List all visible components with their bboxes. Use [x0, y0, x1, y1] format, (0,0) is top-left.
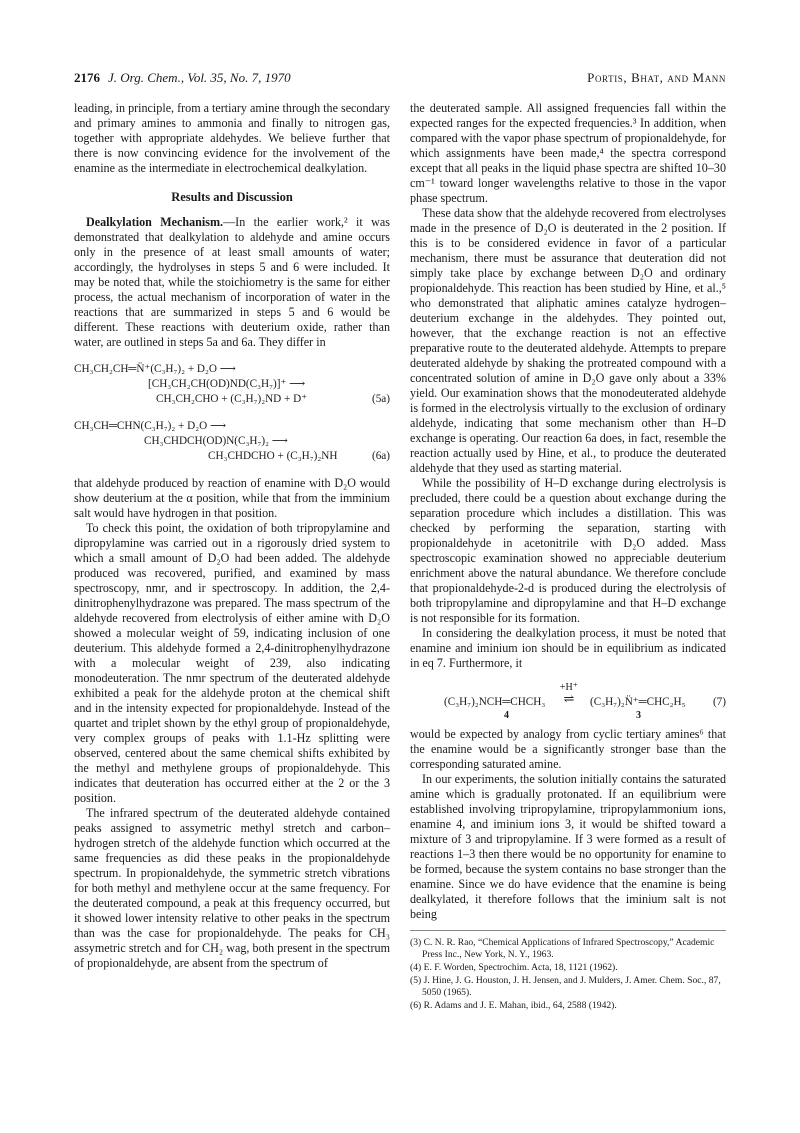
equation-number: (5a) [371, 393, 390, 405]
paragraph: the deuterated sample. All assigned frequencies fall within the expected ranges for the expected frequencies.³ In addition, when compared with the vapor phase spectrum of propionaldehyde, for which assignments have been made,⁴ the spectra correspond except that all peaks in the liquid phase spectra are shifted 10–30 cm⁻¹ toward longer wavelengths relative to those in the vapor phase spectrum. [410, 101, 727, 205]
right-column [410, 101, 726, 1013]
paragraph: would be expected by analogy from cyclic tertiary amines⁶ that the enamine would be a significantly stronger base than the corresponding saturated amine. [410, 727, 726, 771]
reference-item: (3) C. N. R. Rao, “Chemical Applications of Infrared Spectroscopy,” Academic Press Inc., New York, N. Y., 1963. [410, 937, 715, 960]
references [410, 930, 726, 1012]
paragraph-text: —In the earlier work,² it was demonstrated that dealkylation to aldehyde and amine occurs only in the presence of at least small amounts of water; accordingly, the hydrolyses in steps 5 and 6 were included. It may be noted that, while the stoichiometry is the same for either process, the actual mechanism of incorporation of water in the reactions that are summarized in steps 5 and 6 would be different. These reactions with deuterium oxide, rather than water, are outlined in steps 5a and 6a. They differ in [74, 215, 390, 349]
equation-line [74, 392, 390, 407]
paragraph [74, 215, 390, 350]
equation-text: CH₃CH₂CHO + (C₃H₇)₂ND + D⁺ [156, 393, 308, 405]
equilibrium-arrow [553, 683, 585, 705]
paragraph: In our experiments, the solution initially contains the saturated amine which is gradually protonated. If an equilibrium were established involving tripropylamine, tripropylammonium ions, enamine 4, and iminium ions 3, it would be shifted toward a mixture of 3 and tripropylamine. If 3 were formed as a result of reactions 1–3 then there would be no opportunity for enamine to be formed, because the system contains no base stronger than the enamine. Since we do have evidence that the enamine is being dealkylated, it therefore follows that the iminium salt is not being [410, 772, 726, 921]
compound-number: 4 [504, 710, 509, 721]
equation-line: [CH₃CH₂CH(OD)ND(C₃H₇)]⁺ ⟶ [148, 378, 306, 390]
run-in-heading: Dealkylation Mechanism. [86, 215, 224, 229]
journal-citation: J. Org. Chem., Vol. 35, No. 7, 1970 [108, 70, 291, 85]
header-left [74, 70, 291, 86]
compound-number: 3 [636, 710, 641, 721]
equation-7 [410, 681, 726, 719]
arrow-condition: +H⁺ [559, 682, 579, 693]
section-title: Results and Discussion [171, 190, 293, 204]
paragraph: While the possibility of H–D exchange during electrolysis is precluded, there could be a question about exchange during the separation procedure which includes a distillation. This was checked by performing the separation, starting with propionaldehyde in acetonitrile with D₂O added. Mass spectroscopic examination showed no appreciable deuterium enrichment above the natural abundance. We therefore conclude that propionaldehyde-2-d is produced during the electrolysis of both tripropylamine and dipropylamine and that H–D exchange is not responsible for its formation. [410, 476, 726, 625]
paragraph: that aldehyde produced by reaction of enamine with D₂O would show deuterium at the α position, while that from the imminium salt would have hydrogen in that position. [74, 476, 390, 520]
paragraph: To check this point, the oxidation of both tripropylamine and dipropylamine was carried out in a rigorously dried system to which a small amount of D₂O had been added. The aldehyde produced was recovered, purified, and examined by mass spectroscopy, nmr, and ir spectroscopy. In addition, the 2,4-dinitrophenylhydrazone was prepared. The mass spectrum of the aldehyde recovered from electrolysis of either amine with D₂O showed a molecular weight of 59, indicating inclusion of one deuterium. This aldehyde formed a 2,4-dinitrophenylhydrazone with a molecular weight of 239, also indicating monodeuteration. The nmr spectrum of the deuterated aldehyde exhibited a peak for the aldehyde proton at the chemical shift and in the intensity expected for propionaldehyde. Instead of the quartet and triplet shown by the ethyl group of propionaldehyde, very complex groups of peaks with 1.1-Hz splitting were observed, centered about the same chemical shifts exhibited by the methyl and methylene groups of propionaldehyde. This indicates that deuteration has occurred either at the 2 or the 3 position. [74, 521, 390, 805]
running-authors: Portis, Bhat, and Mann [587, 70, 726, 85]
page-header [74, 70, 726, 86]
equation-6a [74, 419, 390, 464]
equation-line: CH₃CH═CHN(C₃H₇)₂ + D₂O ⟶ [74, 420, 227, 432]
paragraph: The infrared spectrum of the deuterated aldehyde contained peaks assigned to assymetric methyl stretch and carbon–hydrogen stretch of the aldehyde function which occurred at the same frequencies as did these peaks in the propionaldehyde spectrum. In propionaldehyde, the symmetric stretch vibrations for both methyl and methylene occur at the same frequency. For the deuterated compound, a peak at this frequency occurred, but it showed lower intensity relative to other peaks in the spectrum than was the case for propionaldehyde. The peaks for CH₃ assymetric stretch and for CH₂ wag, both present in the spectrum of propionaldehyde, are absent from the spectrum of [74, 806, 390, 970]
paragraph: These data show that the aldehyde recovered from electrolyses made in the presence of D₂O is deuterated in the 2 position. If this is to be considered evidence in favor of a particular mechanism, there must be assurance that deuteration did not simply take place by exchange between D₂O and ordinary propionaldehyde. This reaction has been studied by Hine, et al.,⁵ who demonstrated that aliphatic amines catalyze hydrogen–deuterium exchange in the aldehydes. They pointed out, however, that the exchange reaction is not an effective preparative route to the deuterated aldehyde. Attempts to prepare deuterated aldehyde by shaking the protreated compound with a concentrated solution of amine in D₂O gave only about a 33% yield. Our examination shows that the monodeuterated aldehyde is formed in the electrolysis virtually to the exclusion of ordinary aldehyde, indicating that some mechanism other than H–D exchange is operating. Our reaction 6a does, in fact, resemble the reaction actually used by Hine, et al., to produce the deuterated aldehyde that they used as starting material. [410, 206, 726, 475]
page-number: 2176 [74, 70, 100, 85]
paragraph: In considering the dealkylation process, it must be noted that enamine and iminium ion should be in equilibrium as indicated in eq 7. Furthermore, it [410, 626, 726, 670]
equation-5a [74, 362, 390, 407]
reference-item: (5) J. Hine, J. G. Houston, J. H. Jensen, and J. Mulders, J. Amer. Chem. Soc., 87, 5050 (1965). [410, 975, 721, 998]
left-column [74, 101, 390, 971]
equation-number: (7) [712, 696, 726, 708]
paragraph: leading, in principle, from a tertiary amine through the secondary and primary amines to ammonia and finally to nitrogen gas, together with appropriate aldehydes. We believe further that there is now convincing evidence for the involvement of the enamine as the intermediate in electrochemical dealkylation. [74, 101, 391, 175]
reference-item: (4) E. F. Worden, Spectrochim. Acta, 18, 1121 (1962). [410, 962, 618, 973]
equation-line [74, 449, 390, 464]
equation-number: (6a) [371, 450, 390, 462]
equation-rhs: (C₃H₇)₂N̈⁺═CHC₂H₅ [590, 696, 686, 708]
equation-line: CH₃CHDCH(OD)N(C₃H₇)₂ ⟶ [144, 435, 288, 447]
equation-line: CH₃CH₂CH═N̈⁺(C₃H₇)₂ + D₂O ⟶ [74, 363, 236, 375]
equation-lhs: (C₃H₇)₂NCH═CHCH₃ [444, 696, 546, 708]
equation-text: CH₃CHDCHO + (C₃H₇)₂NH [208, 450, 338, 462]
reference-item: (6) R. Adams and J. E. Mahan, ibid., 64, 2588 (1942). [410, 1000, 617, 1011]
equilibrium-arrow-icon: ⇌ [563, 691, 575, 706]
